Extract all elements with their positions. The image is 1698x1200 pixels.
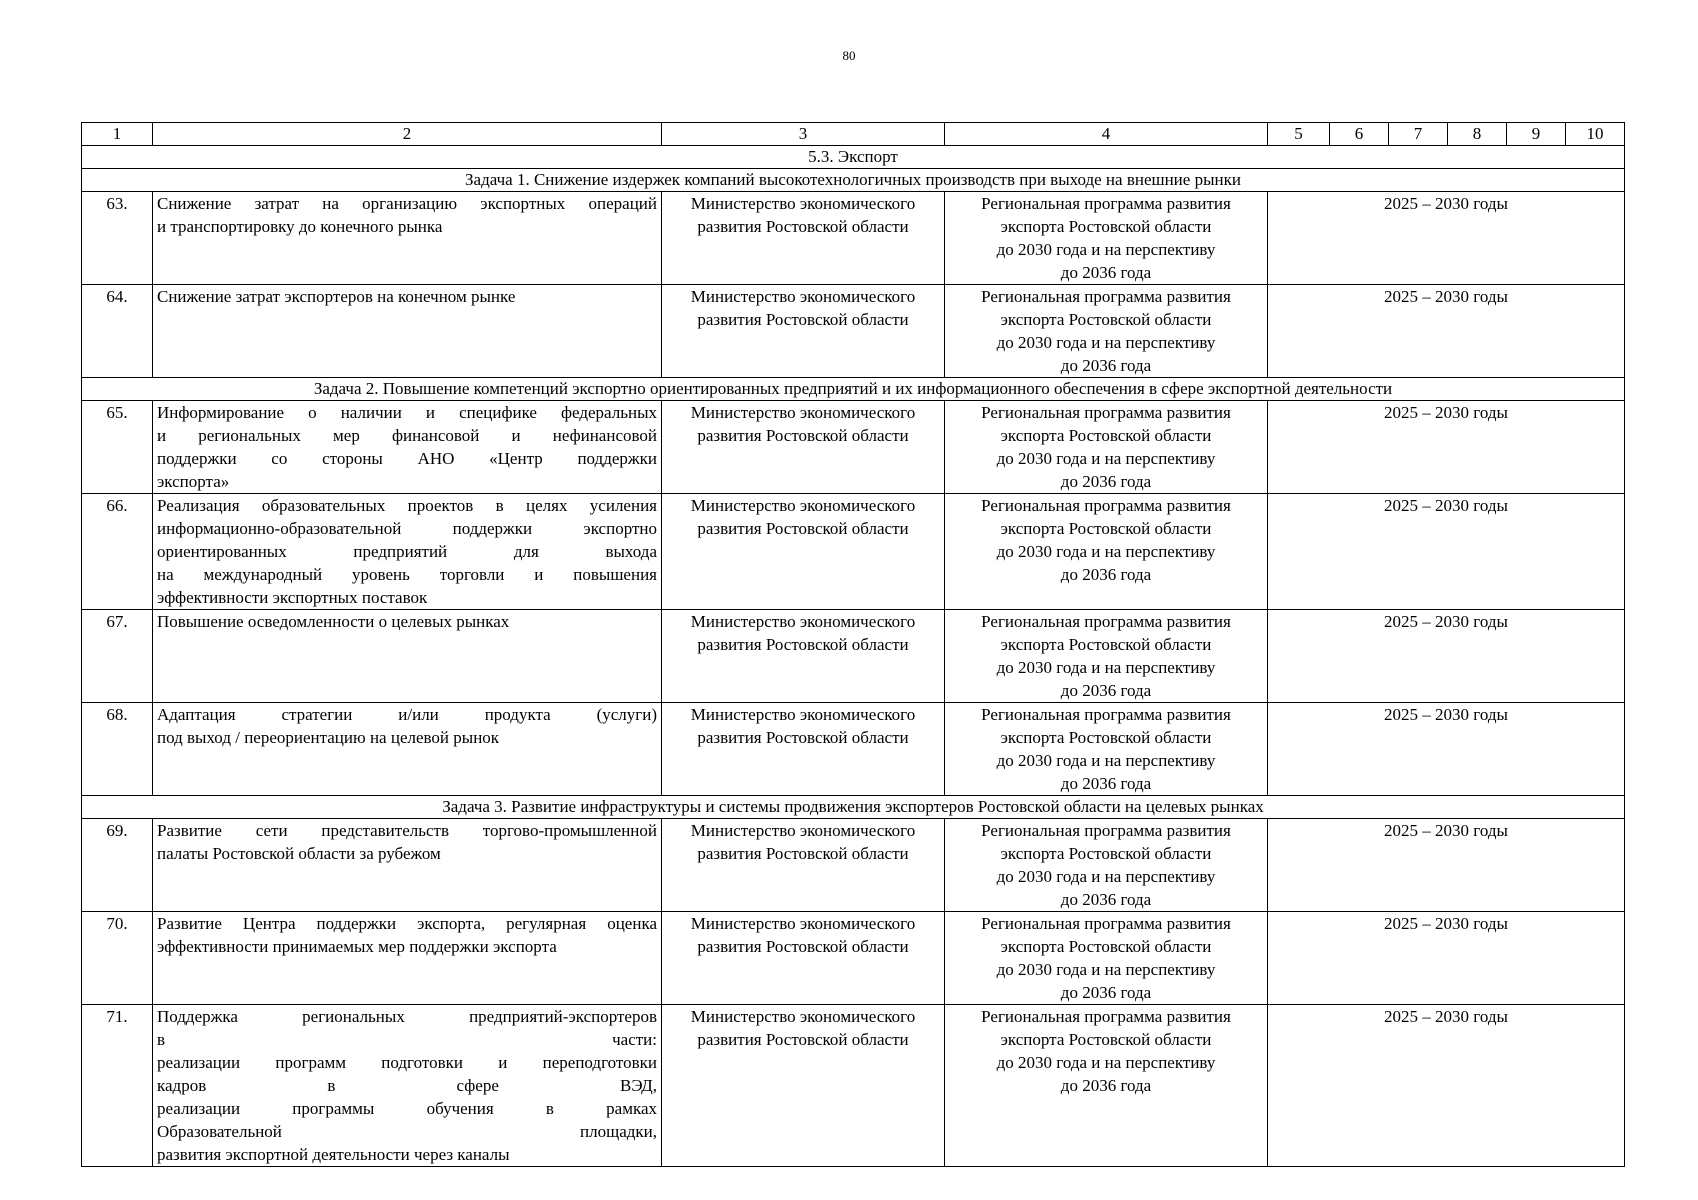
executor-line: развития Ростовской области xyxy=(697,635,909,654)
measure-line: и региональных мер финансовой и нефинансовой xyxy=(157,426,657,445)
document-line: Региональная программа развития xyxy=(981,612,1231,631)
executor-line: развития Ростовской области xyxy=(697,728,909,747)
document-line: до 2036 года xyxy=(1060,1076,1152,1095)
document-line: Региональная программа развития xyxy=(981,914,1231,933)
document-line: экспорта Ростовской области xyxy=(1000,728,1212,747)
document-line: экспорта Ростовской области xyxy=(1000,1030,1212,1049)
executor-cell xyxy=(662,703,945,796)
document-line: до 2030 года и на перспективу xyxy=(996,1053,1216,1072)
document-line: до 2036 года xyxy=(1060,774,1152,793)
measure-line: палаты Ростовской области за рубежом xyxy=(157,844,441,863)
row-number: 63. xyxy=(82,192,153,285)
measure-cell xyxy=(153,192,662,285)
document-line: Региональная программа развития xyxy=(981,496,1231,515)
table-row xyxy=(82,192,1625,285)
document-line: до 2036 года xyxy=(1060,983,1152,1002)
document-line: до 2030 года и на перспективу xyxy=(996,240,1216,259)
executor-line: Министерство экономического xyxy=(690,705,916,724)
document-cell xyxy=(945,1005,1268,1167)
document-line: Региональная программа развития xyxy=(981,403,1231,422)
section-row xyxy=(82,146,1625,169)
document-line: Региональная программа развития xyxy=(981,1007,1231,1026)
measure-cell xyxy=(153,285,662,378)
measure-cell xyxy=(153,819,662,912)
page-number: 80 xyxy=(842,48,856,63)
column-number-1: 1 xyxy=(82,123,153,146)
column-number-9: 9 xyxy=(1507,123,1566,146)
period-cell: 2025 – 2030 годы xyxy=(1268,285,1625,378)
measure-line: Повышение осведомленности о целевых рынках xyxy=(157,612,510,631)
measure-line: и транспортировку до конечного рынка xyxy=(157,217,443,236)
document-line: экспорта Ростовской области xyxy=(1000,426,1212,445)
executor-line: Министерство экономического xyxy=(690,287,916,306)
measure-line: Адаптация стратегии и/или продукта (услуги) xyxy=(157,705,657,724)
measure-line: в части: xyxy=(157,1030,657,1049)
measure-cell xyxy=(153,703,662,796)
document-line: до 2036 года xyxy=(1060,681,1152,700)
column-number-7: 7 xyxy=(1389,123,1448,146)
executor-cell xyxy=(662,494,945,610)
document-line: до 2036 года xyxy=(1060,890,1152,909)
table-row xyxy=(82,494,1625,610)
document-line: экспорта Ростовской области xyxy=(1000,844,1212,863)
executor-line: Министерство экономического xyxy=(690,612,916,631)
measure-cell xyxy=(153,494,662,610)
task-row xyxy=(82,378,1625,401)
column-number-8: 8 xyxy=(1448,123,1507,146)
executor-line: развития Ростовской области xyxy=(697,519,909,538)
document-line: до 2036 года xyxy=(1060,565,1152,584)
measure-line: под выход / переориентацию на целевой рынок xyxy=(157,728,500,747)
task-title: Задача 2. Повышение компетенций экспортно ориентированных предприятий и их информационного обеспечения в сфере экспортной деятельности xyxy=(82,378,1625,401)
row-number: 67. xyxy=(82,610,153,703)
row-number: 70. xyxy=(82,912,153,1005)
document-cell xyxy=(945,819,1268,912)
executor-line: развития Ростовской области xyxy=(697,844,909,863)
measure-line: Поддержка региональных предприятий-экспортеров xyxy=(157,1007,657,1026)
document-line: до 2036 года xyxy=(1060,472,1152,491)
row-number: 69. xyxy=(82,819,153,912)
period-cell: 2025 – 2030 годы xyxy=(1268,1005,1625,1167)
document-cell xyxy=(945,494,1268,610)
task-row xyxy=(82,169,1625,192)
executor-cell xyxy=(662,1005,945,1167)
document-line: Региональная программа развития xyxy=(981,287,1231,306)
measure-line: реализации программы обучения в рамках xyxy=(157,1099,657,1118)
document-line: до 2030 года и на перспективу xyxy=(996,333,1216,352)
executor-cell xyxy=(662,610,945,703)
document-line: до 2030 года и на перспективу xyxy=(996,960,1216,979)
measure-line: Снижение затрат на организацию экспортных операций xyxy=(157,194,657,213)
row-number: 71. xyxy=(82,1005,153,1167)
table-row xyxy=(82,912,1625,1005)
executor-line: Министерство экономического xyxy=(690,403,916,422)
executor-line: развития Ростовской области xyxy=(697,310,909,329)
measure-cell xyxy=(153,610,662,703)
period-cell: 2025 – 2030 годы xyxy=(1268,819,1625,912)
measure-cell xyxy=(153,912,662,1005)
executor-line: развития Ростовской области xyxy=(697,426,909,445)
table-row xyxy=(82,610,1625,703)
executor-line: Министерство экономического xyxy=(690,1007,916,1026)
document-cell xyxy=(945,192,1268,285)
measure-line: Реализация образовательных проектов в целях усиления xyxy=(157,496,657,515)
executor-cell xyxy=(662,192,945,285)
executor-cell xyxy=(662,819,945,912)
measure-line: экспорта» xyxy=(157,472,230,491)
measure-line: на международный уровень торговли и повышения xyxy=(157,565,657,584)
task-title: Задача 1. Снижение издержек компаний высокотехнологичных производств при выходе на внешние рынки xyxy=(82,169,1625,192)
document-line: экспорта Ростовской области xyxy=(1000,217,1212,236)
row-number: 68. xyxy=(82,703,153,796)
measure-line: кадров в сфере ВЭД, xyxy=(157,1076,657,1095)
document-cell xyxy=(945,401,1268,494)
column-number-5: 5 xyxy=(1268,123,1330,146)
column-number-3: 3 xyxy=(662,123,945,146)
column-number-6: 6 xyxy=(1330,123,1389,146)
task-row xyxy=(82,796,1625,819)
row-number: 64. xyxy=(82,285,153,378)
measure-line: ориентированных предприятий для выхода xyxy=(157,542,657,561)
document-line: экспорта Ростовской области xyxy=(1000,310,1212,329)
period-cell: 2025 – 2030 годы xyxy=(1268,401,1625,494)
measure-cell xyxy=(153,401,662,494)
executor-line: развития Ростовской области xyxy=(697,937,909,956)
measure-line: информационно-образовательной поддержки экспортно xyxy=(157,519,657,538)
executor-line: развития Ростовской области xyxy=(697,217,909,236)
document-line: экспорта Ростовской области xyxy=(1000,937,1212,956)
measure-line: поддержки со стороны АНО «Центр поддержки xyxy=(157,449,657,468)
document-cell xyxy=(945,285,1268,378)
column-number-row xyxy=(82,123,1625,146)
executor-line: Министерство экономического xyxy=(690,496,916,515)
task-title: Задача 3. Развитие инфраструктуры и системы продвижения экспортеров Ростовской области на целевых рынках xyxy=(82,796,1625,819)
measures-table xyxy=(81,122,1625,1167)
document-line: Региональная программа развития xyxy=(981,194,1231,213)
document-line: до 2030 года и на перспективу xyxy=(996,867,1216,886)
executor-line: Министерство экономического xyxy=(690,194,916,213)
document-line: до 2030 года и на перспективу xyxy=(996,449,1216,468)
period-cell: 2025 – 2030 годы xyxy=(1268,703,1625,796)
executor-cell xyxy=(662,912,945,1005)
measure-line: Развитие Центра поддержки экспорта, регулярная оценка xyxy=(157,914,657,933)
measure-cell xyxy=(153,1005,662,1167)
table-row xyxy=(82,1005,1625,1167)
period-cell: 2025 – 2030 годы xyxy=(1268,912,1625,1005)
document-line: до 2030 года и на перспективу xyxy=(996,658,1216,677)
document-line: Региональная программа развития xyxy=(981,821,1231,840)
document-line: до 2036 года xyxy=(1060,356,1152,375)
measure-line: эффективности принимаемых мер поддержки экспорта xyxy=(157,937,557,956)
document-line: до 2036 года xyxy=(1060,263,1152,282)
row-number: 65. xyxy=(82,401,153,494)
executor-line: развития Ростовской области xyxy=(697,1030,909,1049)
table-row xyxy=(82,285,1625,378)
document-line: экспорта Ростовской области xyxy=(1000,635,1212,654)
executor-cell xyxy=(662,285,945,378)
document-line: до 2030 года и на перспективу xyxy=(996,751,1216,770)
column-number-10: 10 xyxy=(1566,123,1625,146)
column-number-4: 4 xyxy=(945,123,1268,146)
table-row xyxy=(82,819,1625,912)
measure-line: реализации программ подготовки и переподготовки xyxy=(157,1053,657,1072)
column-number-2: 2 xyxy=(153,123,662,146)
table-row xyxy=(82,401,1625,494)
document-cell xyxy=(945,912,1268,1005)
document-cell xyxy=(945,703,1268,796)
section-title: 5.3. Экспорт xyxy=(82,146,1625,169)
executor-line: Министерство экономического xyxy=(690,821,916,840)
document-cell xyxy=(945,610,1268,703)
document-line: до 2030 года и на перспективу xyxy=(996,542,1216,561)
document-line: Региональная программа развития xyxy=(981,705,1231,724)
table-row xyxy=(82,703,1625,796)
measure-line: Образовательной площадки, xyxy=(157,1122,657,1141)
executor-cell xyxy=(662,401,945,494)
executor-line: Министерство экономического xyxy=(690,914,916,933)
measure-line: Информирование о наличии и специфике федеральных xyxy=(157,403,657,422)
row-number: 66. xyxy=(82,494,153,610)
period-cell: 2025 – 2030 годы xyxy=(1268,192,1625,285)
measure-line: Снижение затрат экспортеров на конечном рынке xyxy=(157,287,516,306)
measure-line: Развитие сети представительств торгово-промышленной xyxy=(157,821,657,840)
measure-line: эффективности экспортных поставок xyxy=(157,588,428,607)
measure-line: развития экспортной деятельности через каналы xyxy=(157,1145,510,1164)
document-line: экспорта Ростовской области xyxy=(1000,519,1212,538)
period-cell: 2025 – 2030 годы xyxy=(1268,610,1625,703)
period-cell: 2025 – 2030 годы xyxy=(1268,494,1625,610)
